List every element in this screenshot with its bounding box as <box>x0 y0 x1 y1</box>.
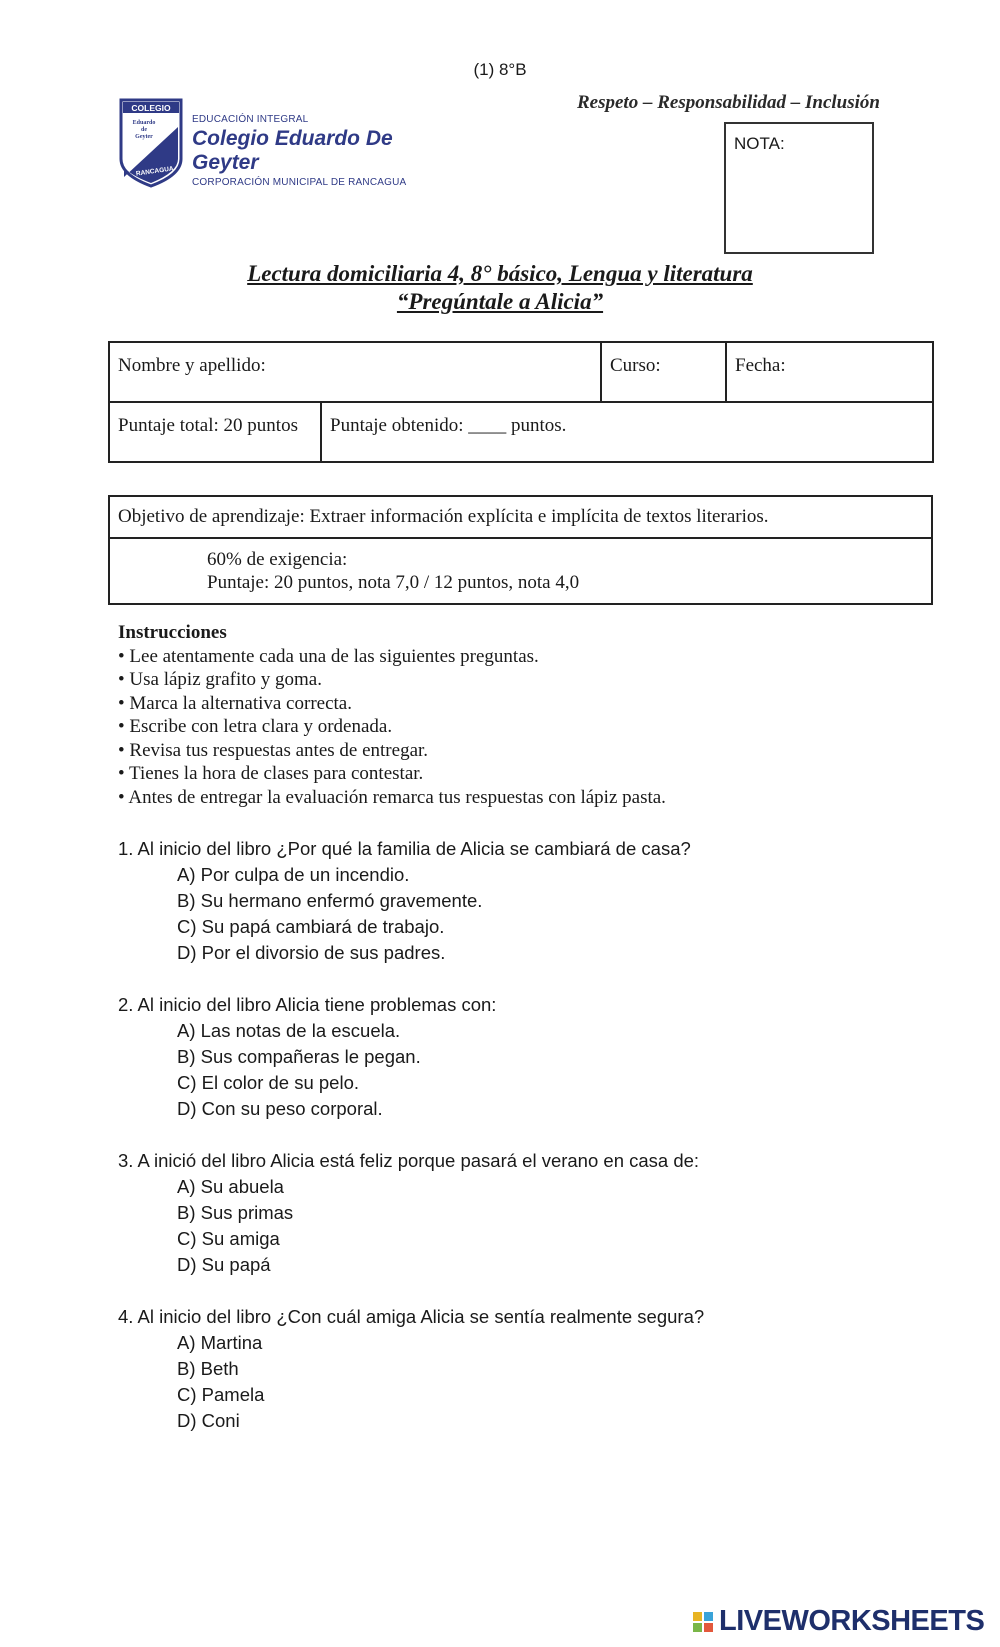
option-d[interactable]: D) Su papá <box>177 1254 271 1275</box>
icon-square-3 <box>693 1623 702 1632</box>
question-text: 2. Al inicio del libro Alicia tiene problemas con: <box>118 994 497 1015</box>
requirement-text: 60% de exigencia: <box>207 549 348 570</box>
shield-line-1: Eduardo <box>132 120 156 126</box>
icon-square-4 <box>704 1623 713 1632</box>
shield-top-text: COLEGIO <box>131 103 171 113</box>
page-title <box>0 260 1000 316</box>
logo-line-1: EDUCACIÓN INTEGRAL <box>192 114 309 125</box>
logo-line-3: CORPORACIÓN MUNICIPAL DE RANCAGUA <box>192 177 407 188</box>
question-text: 3. A inició del libro Alicia está feliz porque pasará el verano en casa de: <box>118 1150 700 1171</box>
learning-objective: Objetivo de aprendizaje: Extraer información explícita e implícita de textos literarios. <box>109 496 932 538</box>
grade-label: NOTA: <box>734 134 785 153</box>
instruction-item: • Escribe con letra clara y ordenada. <box>118 716 393 737</box>
option-b[interactable]: B) Beth <box>177 1358 239 1379</box>
liveworksheets-logo[interactable] <box>693 1605 984 1638</box>
shield-line-2: de <box>141 127 147 133</box>
option-a[interactable]: A) Su abuela <box>177 1176 284 1197</box>
objective-table <box>108 495 933 605</box>
grading-scale <box>109 538 932 604</box>
option-c[interactable]: C) Pamela <box>177 1384 265 1405</box>
liveworksheets-brand: LIVEWORKSHEETS <box>719 1605 985 1637</box>
shield-emblem-icon <box>118 97 184 189</box>
icon-square-2 <box>704 1612 713 1621</box>
instruction-item: • Antes de entregar la evaluación remarca tus respuestas con lápiz pasta. <box>118 786 666 808</box>
shield-line-3: Geyter <box>135 134 153 140</box>
option-b[interactable]: B) Sus compañeras le pegan. <box>177 1046 421 1067</box>
option-b[interactable]: B) Su hermano enfermó gravemente. <box>177 890 483 911</box>
question-4 <box>118 1304 704 1434</box>
student-info-table <box>108 341 934 463</box>
school-motto: Respeto – Responsabilidad – Inclusión <box>577 92 880 113</box>
shield-bottom-text: RANCAGUA <box>135 165 175 178</box>
scale-text: Puntaje: 20 puntos, nota 7,0 / 12 puntos, nota 4,0 <box>207 572 580 593</box>
question-1 <box>118 836 691 966</box>
option-c[interactable]: C) El color de su pelo. <box>177 1072 360 1093</box>
question-text: 4. Al inicio del libro ¿Con cuál amiga Alicia se sentía realmente segura? <box>118 1306 705 1327</box>
question-2 <box>118 992 496 1122</box>
liveworksheets-icon <box>693 1612 713 1632</box>
icon-square-1 <box>693 1612 702 1621</box>
instruction-item: • Lee atentamente cada una de las siguientes preguntas. <box>118 645 539 667</box>
instruction-item: • Usa lápiz grafito y goma. <box>118 669 322 690</box>
instruction-item: • Marca la alternativa correcta. <box>118 692 352 714</box>
option-d[interactable]: D) Por el divorsio de sus padres. <box>177 942 446 963</box>
instructions <box>118 621 666 809</box>
logo-school-name: Colegio Eduardo De Geyter <box>192 127 393 174</box>
grade-box[interactable] <box>724 122 874 254</box>
name-field[interactable]: Nombre y apellido: <box>109 342 601 402</box>
option-a[interactable]: A) Por culpa de un incendio. <box>177 864 410 885</box>
title-line-1: Lectura domiciliaria 4, 8° básico, Lengua y literatura <box>247 261 753 286</box>
title-line-2: “Pregúntale a Alicia” <box>396 289 604 314</box>
option-b[interactable]: B) Sus primas <box>177 1202 294 1223</box>
date-field[interactable]: Fecha: <box>726 342 933 402</box>
option-a[interactable]: A) Las notas de la escuela. <box>177 1020 401 1041</box>
option-d[interactable]: D) Con su peso corporal. <box>177 1098 383 1119</box>
question-3 <box>118 1148 699 1278</box>
option-d[interactable]: D) Coni <box>177 1410 240 1431</box>
instructions-title: Instrucciones <box>118 622 227 643</box>
school-logo <box>118 97 438 189</box>
option-c[interactable]: C) Su amiga <box>177 1228 280 1249</box>
option-c[interactable]: C) Su papá cambiará de trabajo. <box>177 916 445 937</box>
total-score: Puntaje total: 20 puntos <box>109 402 321 462</box>
instruction-item: • Tienes la hora de clases para contestar. <box>118 763 424 784</box>
course-field[interactable]: Curso: <box>601 342 726 402</box>
question-text: 1. Al inicio del libro ¿Por qué la familia de Alicia se cambiará de casa? <box>118 838 691 859</box>
instruction-item: • Revisa tus respuestas antes de entregar. <box>118 739 429 761</box>
obtained-score-field[interactable]: Puntaje obtenido: ____ puntos. <box>321 402 933 462</box>
option-a[interactable]: A) Martina <box>177 1332 263 1353</box>
course-tag: (1) 8°B <box>473 60 527 79</box>
